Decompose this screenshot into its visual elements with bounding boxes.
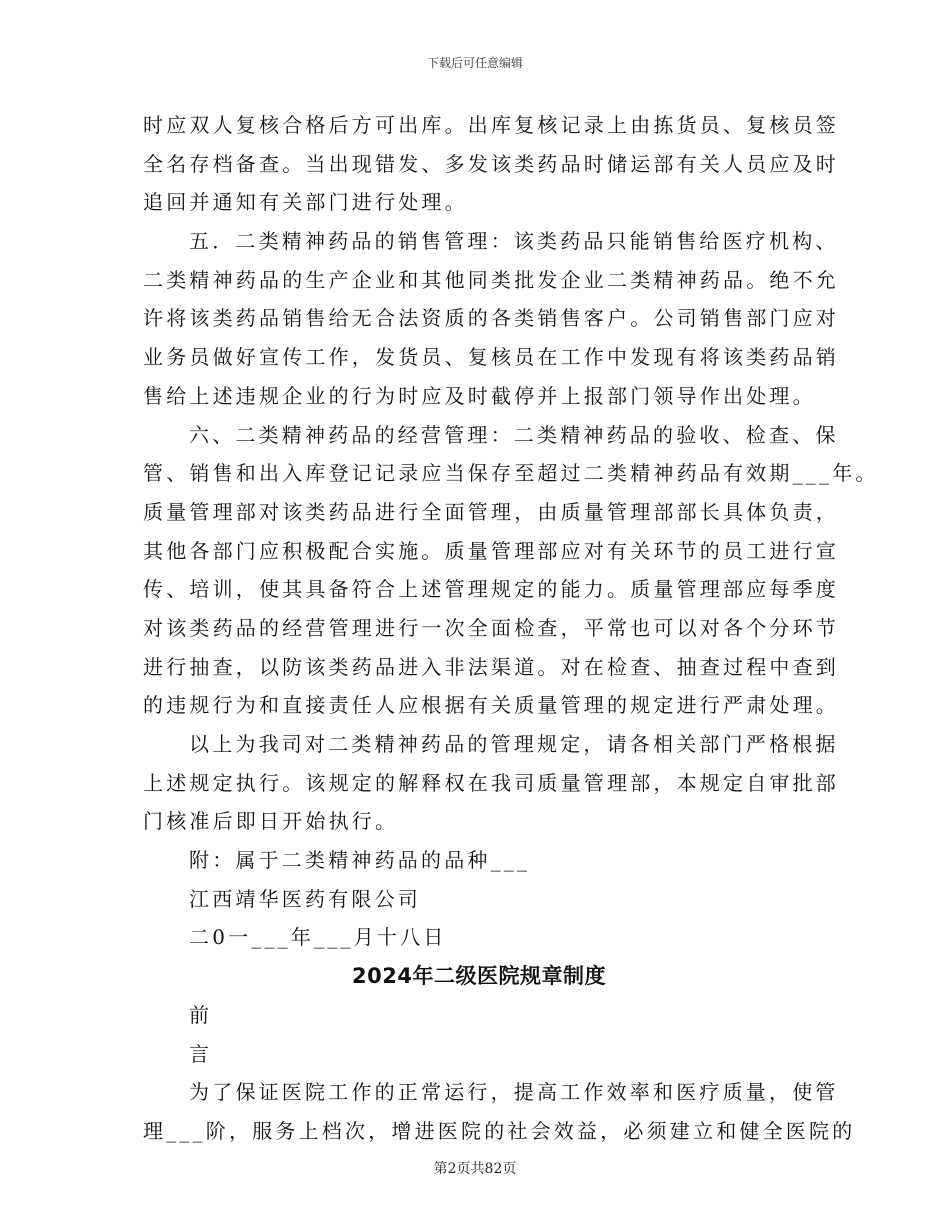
text-line: 五．二类精神药品的销售管理：该类药品只能销售给医疗机构、 xyxy=(189,229,839,254)
text-line: 门核准后即日开始执行。 xyxy=(143,809,399,834)
text-line: 为了保证医院工作的正常运行，提高工作效率和医疗质量，使管 xyxy=(189,1080,839,1105)
text-line: 二类精神药品的生产企业和其他同类批发企业二类精神药品。绝不允 xyxy=(143,267,839,292)
text-line: 对该类药品的经营管理进行一次全面检查，平常也可以对各个分环节 xyxy=(143,615,839,640)
paragraph-block-after-title xyxy=(143,996,856,1151)
text-line: 全名存档备查。当出现错发、多发该类药品时储运部有关人员应及时 xyxy=(143,151,839,176)
text-line: 的违规行为和直接责任人应根据有关质量管理的规定进行严肃处理。 xyxy=(143,693,839,718)
text-line: 以上为我司对二类精神药品的管理规定，请各相关部门严格根据 xyxy=(189,732,839,756)
text-line: 言 xyxy=(189,1041,213,1066)
text-line: 管、销售和出入库登记记录应当保存至超过二类精神药品有效期___年。 xyxy=(143,461,879,486)
text-line: 江西靖华医药有限公司 xyxy=(189,886,421,911)
text-line: 理___阶，服务上档次，增进医院的社会效益，必须建立和健全医院的 xyxy=(143,1118,856,1143)
text-line: 传、培训，使其具备符合上述管理规定的能力。质量管理部应每季度 xyxy=(143,577,839,602)
text-line: 上述规定执行。该规定的解释权在我司质量管理部，本规定自审批部 xyxy=(143,770,839,795)
text-line: 追回并通知有关部门进行处理。 xyxy=(143,190,468,215)
text-line: 时应双人复核合格后方可出库。出库复核记录上由拣货员、复核员签 xyxy=(143,113,839,137)
page-footer: 第2页共82页 xyxy=(433,1161,517,1177)
text-line: 六、二类精神药品的经营管理：二类精神药品的验收、检查、保 xyxy=(189,422,839,447)
text-line: 其他各部门应积极配合实施。质量管理部应对有关环节的员工进行宣 xyxy=(143,538,839,563)
text-line: 附：属于二类精神药品的品种___ xyxy=(189,848,531,873)
paragraph-block xyxy=(143,106,879,957)
text-line: 许将该类药品销售给无合法资质的各类销售客户。公司销售部门应对 xyxy=(143,306,839,331)
section-title: 2024年二级医院规章制度 xyxy=(352,964,606,989)
text-line: 售给上述违规企业的行为时应及时截停并上报部门领导作出处理。 xyxy=(143,383,816,408)
page-header: 下载后可任意编辑 xyxy=(426,56,523,70)
text-line: 质量管理部对该类药品进行全面管理，由质量管理部部长具体负责， xyxy=(143,499,839,524)
text-line: 业务员做好宣传工作，发货员、复核员在工作中发现有将该类药品销 xyxy=(143,345,839,370)
text-line: 进行抽查，以防该类药品进入非法渠道。对在检查、抽查过程中查到 xyxy=(143,654,839,679)
text-line: 二0一___年___月十八日 xyxy=(189,925,447,950)
text-line: 前 xyxy=(189,1002,213,1027)
document-body xyxy=(143,106,879,1151)
